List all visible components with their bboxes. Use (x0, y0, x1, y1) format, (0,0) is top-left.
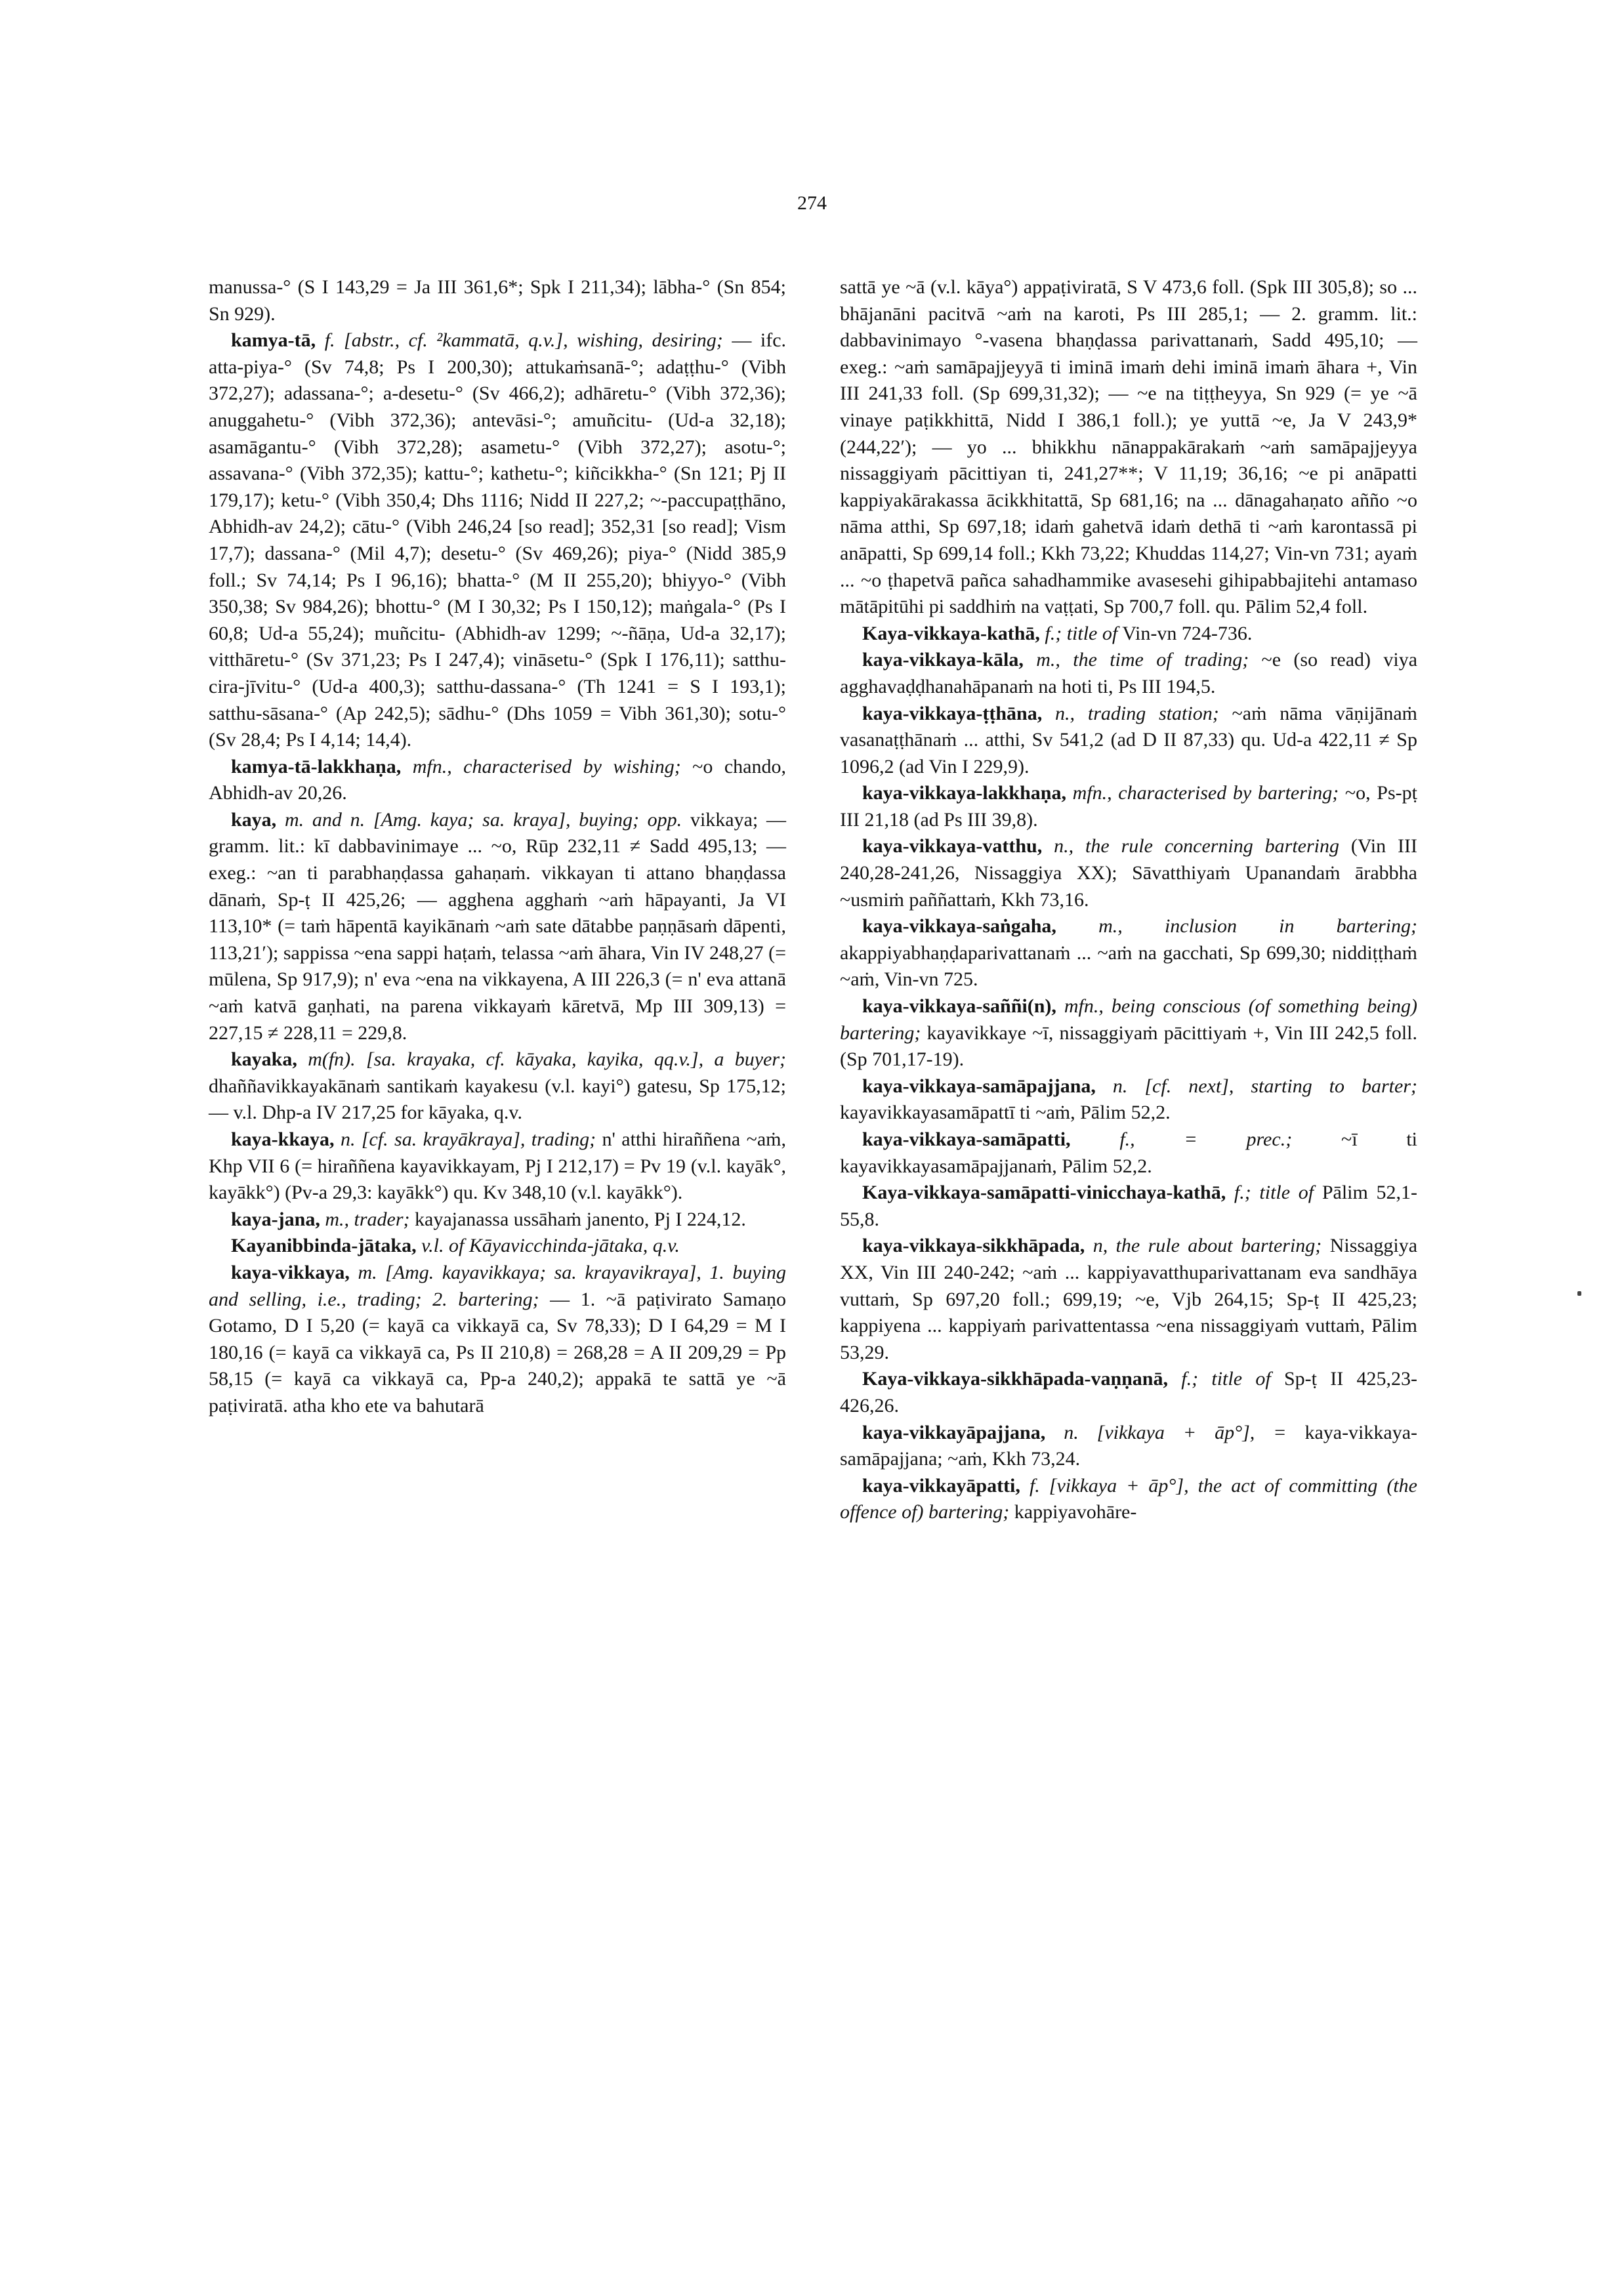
dictionary-entry (840, 780, 1417, 833)
entry-headword: kamya-tā-lakkhaṇa, (231, 755, 402, 777)
entry-text: kayavikkaye ~ī, nissaggiyaṁ pācittiyaṁ +, Vin III 242,5 foll. (Sp 701,17-19). (840, 1022, 1417, 1071)
entry-text: kayajanassa ussāhaṁ janento, Pj I 224,12. (415, 1208, 746, 1230)
entry-gloss: mfn., characterised by wishing; (412, 755, 681, 777)
dictionary-entry (840, 1127, 1417, 1180)
entry-text: Nissaggiya XX, Vin III 240-242; ~aṁ ... kappiyavatthuparivattanam eva sandhāya vuttaṁ, Sp 697,20 foll.; 699,19; ~e, Vjb 264,15; Sp-ṭ II 425,23; kappiyena ... kappiyaṁ parivattentassa ~ena nissaggiyaṁ vuttaṁ, Pālim 53,29. (840, 1235, 1418, 1363)
entry-text: kayavikkayasamāpattī ti ~aṁ, Pālim 52,2. (840, 1102, 1171, 1124)
entry-headword: kaya-vikkayāpatti, (862, 1474, 1020, 1497)
entry-gloss: f. [abstr., cf. ²kammatā, q.v.], wishing, desiring; (324, 329, 723, 352)
dictionary-entry (209, 1207, 786, 1233)
entry-headword: kaya-vikkaya-saññi(n), (862, 995, 1056, 1018)
dictionary-entry (840, 1233, 1417, 1366)
entry-headword: kayaka, (231, 1048, 297, 1071)
dictionary-entry (209, 327, 786, 754)
dictionary-entry (840, 647, 1417, 700)
dictionary-entry (209, 1127, 786, 1207)
dictionary-entry (840, 1180, 1417, 1233)
entry-headword: Kaya-vikkaya-kathā, (862, 622, 1040, 644)
dictionary-entry (209, 754, 786, 807)
entry-text: Vin-vn 724-736. (1122, 622, 1253, 644)
entry-gloss: f.; title of (1234, 1182, 1314, 1204)
right-column (840, 274, 1417, 1526)
dictionary-entry (840, 1420, 1417, 1473)
entry-gloss: m., the time of trading; (1036, 649, 1249, 671)
entry-text: vikkaya; — gramm. lit.: kī dabbavinimaye ... ~o, Rūp 232,11 ≠ Sadd 495,13; — exeg.: ~an ti parabhaṇḍassa gahaṇaṁ. vikkayan ti attano bhaṇḍassa dānaṁ, Sp-ṭ II 425,26; — agghena agghaṁ ~aṁ hāpayanti, Ja VI 113,10* (= taṁ hāpentā kayikānaṁ ~aṁ sate dātabbe paṇṇāsaṁ dāpenti, 113,21′); sappissa ~ena sappi haṭaṁ, telassa ~aṁ āhara, Vin IV 248,27 (= mūlena, Sp 917,9); n' eva ~ena na vikkayena, A III 226,3 (= n' eva attanā ~aṁ katvā gaṇhati, na parena vikkayaṁ kāretvā, Mp III 309,13) = 227,15 ≠ 228,11 = 229,8. (209, 808, 786, 1044)
entry-headword: kaya-vikkaya-lakkhaṇa, (862, 782, 1066, 804)
dictionary-entry (840, 1366, 1417, 1419)
entry-headword: kaya-vikkaya, (231, 1261, 350, 1283)
entry-headword: kaya-vikkaya-samāpatti, (862, 1128, 1071, 1150)
entry-gloss: m., trader; (325, 1208, 410, 1230)
entry-gloss: m. and n. [Amg. kaya; sa. kraya], buying; opp. (284, 808, 682, 831)
entry-headword: kaya-vikkaya-vatthu, (862, 835, 1043, 858)
entry-headword: kaya-vikkaya-saṅgaha, (862, 915, 1056, 938)
entry-gloss: n. [cf. next], starting to barter; (1112, 1075, 1417, 1097)
entry-text: ~aṁ nāma vāṇijānaṁ vasanaṭṭhānaṁ ... atthi, Sv 541,2 (ad D II 87,33) qu. Ud-a 422,11 ≠ Sp 1096,2 (ad Vin I 229,9). (840, 702, 1417, 777)
entry-text: Sp-ṭ II 425,23-426,26. (840, 1368, 1417, 1416)
dictionary-entry (840, 993, 1417, 1073)
dictionary-entry (840, 621, 1417, 648)
entry-headword: kaya-vikkaya-kāla, (862, 649, 1024, 671)
entry-headword: Kayanibbinda-jātaka, (231, 1235, 417, 1257)
dictionary-entry (840, 1473, 1417, 1526)
entry-text: ~o chando, Abhidh-av 20,26. (209, 755, 786, 804)
entry-headword: kaya-jana, (231, 1208, 320, 1230)
entry-gloss: mfn., characterised by bartering; (1072, 782, 1339, 804)
dictionary-entry (209, 1233, 786, 1260)
entry-gloss: n, the rule about bartering; (1093, 1235, 1322, 1257)
dictionary-entry (209, 1046, 786, 1127)
entry-gloss: f.; title of (1045, 622, 1118, 644)
entry-text: ~e (so read) viya agghavaḍḍhanahāpanaṁ na hoti ti, Ps III 194,5. (840, 649, 1418, 697)
entry-text: — ifc. atta-piya-° (Sv 74,8; Ps I 200,30); attukaṁsanā-°; adaṭṭhu-° (Vibh 372,27); adassana-°; a-desetu-° (Sv 466,2); adhāretu-° (Vibh 372,36); anuggahetu-° (Vibh 372,36); antevāsi-°; amuñcitu- (Ud-a 32,18); asamāgantu-° (Vibh 372,28); asametu-° (Vibh 372,27); asotu-°; assavana-° (Vibh 372,35); kattu-°; kathetu-°; kiñcikkha-° (Sn 121; Pj II 179,17); ketu-° (Vibh 350,4; Dhs 1116; Nidd II 227,2; ~-paccupaṭṭhāno, Abhidh-av 24,2); cātu-° (Vibh 246,24 [so read]; 352,31 [so read]; Vism 17,7); dassana-° (Mil 4,7); desetu-° (Sv 469,26); piya-° (Nidd 385,9 foll.; Sv 74,14; Ps I 96,16); bhatta-° (M II 255,20); bhiyyo-° (Vibh 350,38; Sv 984,26); bhottu-° (M I 30,32; Ps I 150,12); maṅgala-° (Ps I 60,8; Ud-a 55,24); muñcitu- (Abhidh-av 1299; ~-ñāṇa, Ud-a 32,17); vitthāretu-° (Sv 371,23; Ps I 247,4); vināsetu-° (Spk I 176,11); satthu-cira-jīvitu-° (Ud-a 400,3); satthu-dassana-° (Th 1241 = S I 193,1); satthu-sāsana-° (Ap 242,5); sādhu-° (Dhs 1059 = Vibh 361,30); sotu-° (Sv 28,4; Ps I 4,14; 14,4). (209, 329, 787, 751)
dictionary-entry (209, 274, 786, 327)
entry-text: — 1. ~ā paṭivirato Samaṇo Gotamo, D I 5,20 (= kayā ca vikkayā ca, Sv 78,33); D I 64,29 = M I 180,16 (= kayā ca vikkayā ca, Ps II 210,8) = 268,28 = A II 209,29 = Pp 58,15 (= kayā ca vikkayā ca, Pp-a 240,2); appakā te sattā ye ~ā paṭiviratā. atha kho ete va bahutarā (209, 1288, 787, 1416)
entry-gloss: f.; title of (1181, 1368, 1271, 1390)
dictionary-entry (209, 1260, 786, 1420)
entry-gloss: n., the rule concerning bartering (1054, 835, 1340, 858)
dictionary-entry (840, 274, 1417, 621)
entry-headword: kaya-vikkaya-sikkhāpada, (862, 1235, 1085, 1257)
entry-gloss: m. [Amg. kayavikkaya; sa. krayavikraya], 1. buying and selling, i.e., trading; 2. bartering; (209, 1261, 787, 1310)
entry-headword: kaya-vikkayāpajjana, (862, 1421, 1046, 1443)
dictionary-entry (840, 701, 1417, 781)
entry-text: (Vin III 240,28-241,26, Nissaggiya XX); Sāvatthiyaṁ Upanandaṁ ārabbha ~usmiṁ paññattaṁ, Kkh 73,16. (840, 835, 1417, 911)
entry-headword: kamya-tā, (231, 329, 316, 352)
entry-gloss: m(fn). [sa. krayaka, cf. kāyaka, kayika, qq.v.], a buyer; (308, 1048, 787, 1071)
entry-headword: kaya-kkaya, (231, 1128, 335, 1150)
entry-gloss: mfn., being conscious (of something being) bartering; (840, 995, 1417, 1044)
scan-speck (1577, 1291, 1581, 1296)
entry-headword: Kaya-vikkaya-samāpatti-vinicchaya-kathā, (862, 1182, 1226, 1204)
entry-headword: kaya-vikkaya-samāpajjana, (862, 1075, 1096, 1097)
entry-text: dhaññavikkayakānaṁ santikaṁ kayakesu (v.l. kayi°) gatesu, Sp 175,12; — v.l. Dhp-a IV 217,25 for kāyaka, q.v. (209, 1075, 786, 1124)
left-column (209, 274, 786, 1420)
entry-text: kaya-vikkaya-samāpajjana; ~aṁ, Kkh 73,24. (840, 1421, 1418, 1470)
entry-text: ~o, Ps-pṭ III 21,18 (ad Ps III 39,8). (840, 782, 1417, 831)
entry-headword: Kaya-vikkaya-sikkhāpada-vaṇṇanā, (862, 1368, 1168, 1390)
dictionary-entry (840, 1073, 1417, 1127)
entry-text: Pālim 52,1-55,8. (840, 1182, 1418, 1230)
entry-text: manussa-° (S I 143,29 = Ja III 361,6*; Spk I 211,34); lābha-° (Sn 854; Sn 929). (209, 276, 786, 325)
dictionary-entry (840, 913, 1417, 993)
entry-gloss: m., inclusion in bartering; (1098, 915, 1417, 938)
entry-text: n' atthi hiraññena ~aṁ, Khp VII 6 (= hiraññena kayavikkayam, Pj I 212,17) = Pv 19 (v.l. kayāk°, kayākk°) (Pv-a 29,3: kayākk°) qu. Kv 348,10 (v.l. kayākk°). (209, 1128, 787, 1204)
entry-headword: kaya, (231, 808, 277, 831)
entry-gloss: f., = prec.; (1119, 1128, 1293, 1150)
entry-gloss: v.l. of Kāyavicchinda-jātaka, q.v. (421, 1235, 680, 1257)
entry-text: sattā ye ~ā (v.l. kāya°) appaṭiviratā, S V 473,6 foll. (Spk III 305,8); so ... bhājanāni pacitvā ~aṁ na karoti, Ps III 285,1; — 2. gramm. lit.: dabbavinimayo °-vasena bhaṇḍassa parivattanaṁ, Sadd 495,10; — exeg.: ~aṁ samāpajjeyyā ti iminā imaṁ dehi iminā imaṁ āhara +, Vin III 241,33 foll. (Sp 699,31,32); — ~e na tiṭṭheyya, Sn 929 (= ye ~ā vinaye paṭikkhittā, Nidd I 386,1 foll.); ye yuttā ~e, Ja V 243,9* (244,22′); — yo ... bhikkhu nānappakārakaṁ ~aṁ samāpajjeyya nissaggiyaṁ pācittiyan ti, 241,27**; V 11,19; 36,16; ~e pi anāpatti kappiyakārakassa ācikkhitattā, Sp 681,16; na ... dānagahaṇato añño ~o nāma atthi, Sp 697,18; idaṁ gahetvā idaṁ dethā ti ~aṁ karontassā pi anāpatti, Sp 699,14 foll.; Kkh 73,22; Khuddas 114,27; Vin-vn 731; ayaṁ ... ~o ṭhapetvā pañca sahadhammike avasesehi gihipabbajitehi antamaso mātāpitūhi pi saddhiṁ na vaṭṭati, Sp 700,7 foll. qu. Pālim 52,4 foll. (840, 276, 1417, 618)
entry-gloss: n. [vikkaya + āp°], = (1064, 1421, 1287, 1443)
entry-text: ~ī ti kayavikkayasamāpajjanaṁ, Pālim 52,2. (840, 1128, 1418, 1177)
entry-text: kappiyavohāre- (1014, 1501, 1137, 1523)
entry-gloss: n., trading station; (1055, 702, 1219, 724)
entry-gloss: f. [vikkaya + āp°], the act of committing (the offence of) bartering; (840, 1474, 1417, 1523)
entry-gloss: n. [cf. sa. krayākraya], trading; (340, 1128, 596, 1150)
entry-text: akappiyabhaṇḍaparivattanaṁ ... ~aṁ na gacchati, Sp 699,30; niddiṭṭhaṁ ~aṁ, Vin-vn 725. (840, 941, 1417, 991)
page-number: 274 (797, 192, 827, 214)
entry-headword: kaya-vikkaya-ṭṭhāna, (862, 702, 1043, 724)
dictionary-entry (209, 807, 786, 1046)
dictionary-entry (840, 833, 1417, 913)
